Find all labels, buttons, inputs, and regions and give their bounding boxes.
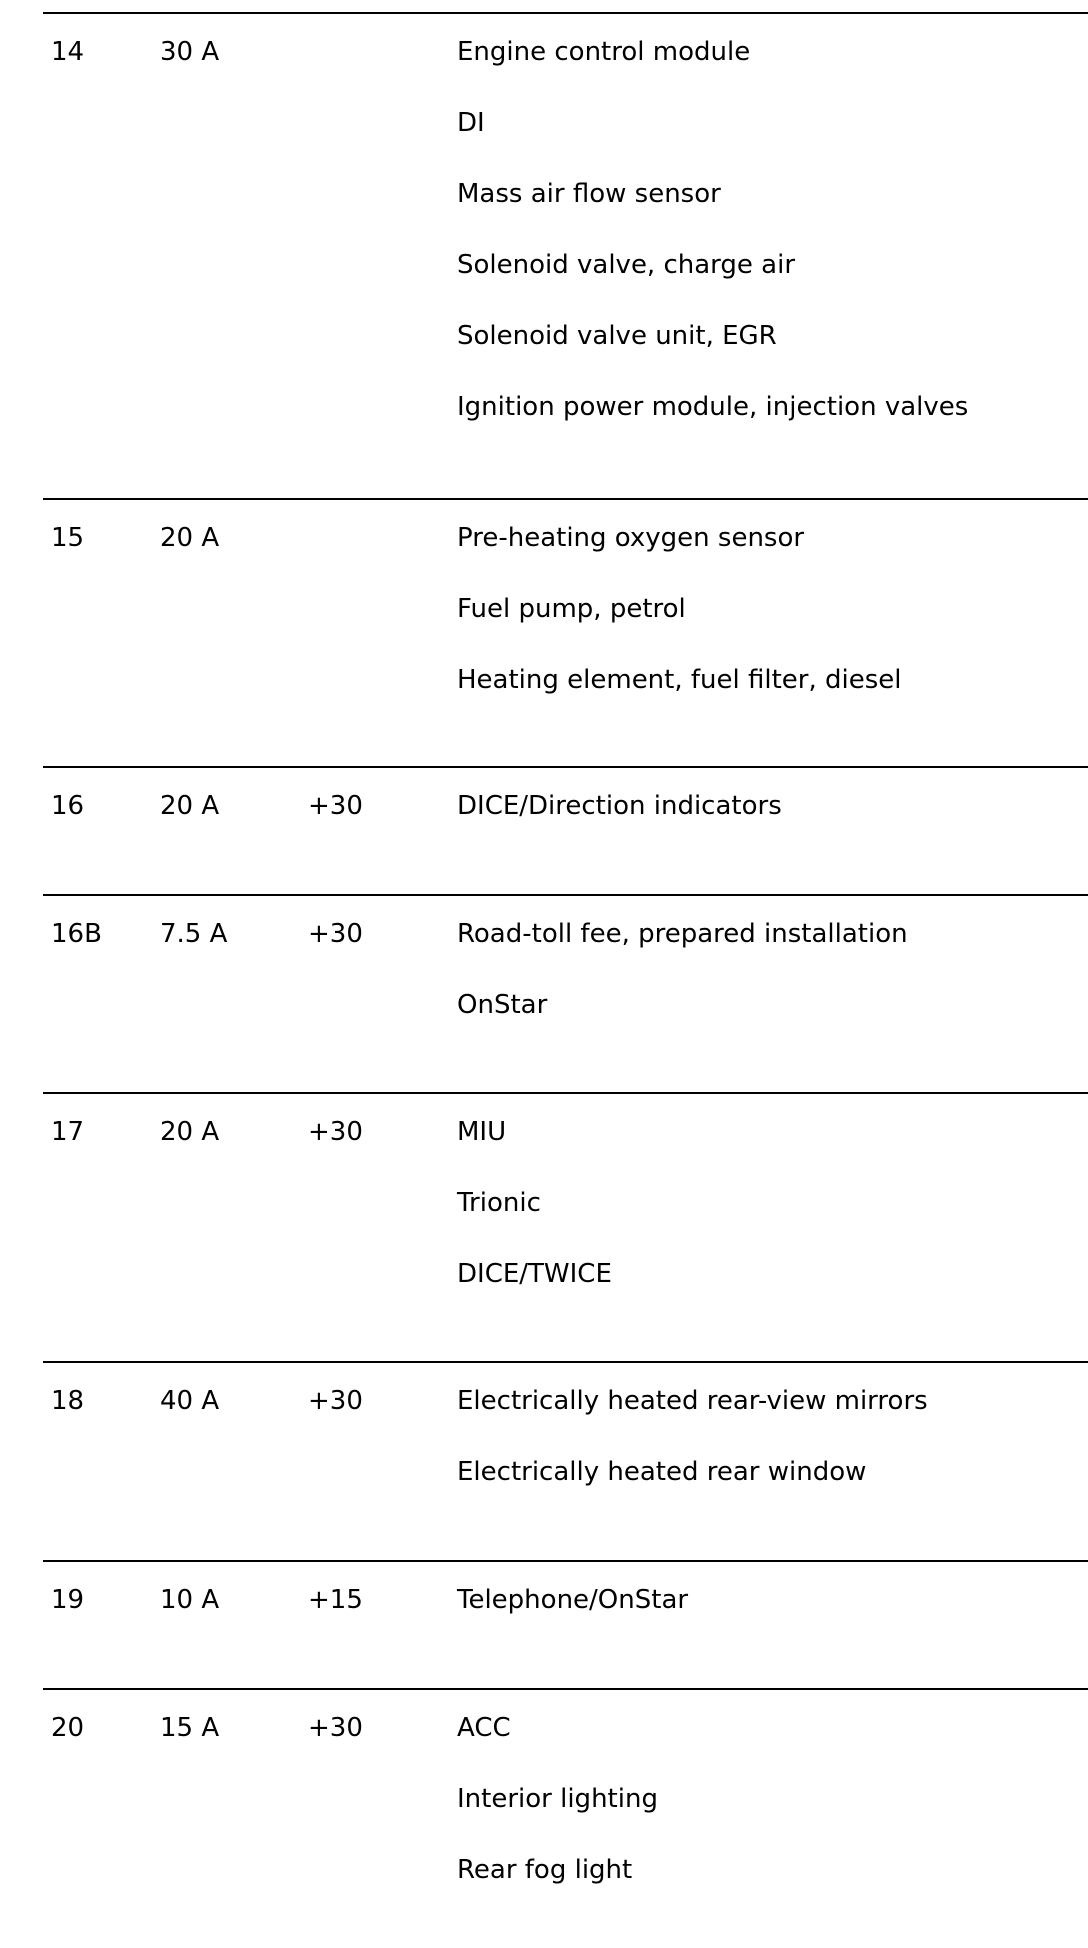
fuse-amperage: 20 A	[160, 1117, 220, 1147]
component-item: Telephone/OnStar	[457, 1585, 689, 1615]
component-item: Road-toll fee, prepared installation	[457, 919, 908, 949]
component-list	[457, 1582, 688, 1618]
fuse-voltage: +30	[308, 1117, 363, 1147]
fuse-amperage: 30 A	[160, 37, 220, 67]
component-item: Solenoid valve unit, EGR	[457, 321, 777, 351]
component-item: Fuel pump, petrol	[457, 594, 686, 624]
fuse-amperage: 20 A	[160, 791, 220, 821]
component-list	[457, 34, 968, 425]
fuse-voltage: +30	[308, 1386, 363, 1416]
component-item: DI	[457, 108, 485, 138]
table-row	[43, 12, 1088, 498]
component-item: ACC	[457, 1713, 511, 1743]
component-item: MIU	[457, 1117, 507, 1147]
component-item: Rear fog light	[457, 1855, 633, 1885]
component-item: OnStar	[457, 990, 548, 1020]
fuse-number: 20	[51, 1713, 85, 1743]
component-item: Engine control module	[457, 37, 751, 67]
fuse-voltage: +15	[308, 1585, 363, 1615]
table-row	[43, 1688, 1088, 1948]
fuse-number: 16B	[51, 919, 102, 949]
fuse-voltage: +30	[308, 791, 363, 821]
table-row	[43, 1092, 1088, 1361]
table-row	[43, 766, 1088, 894]
component-item: Electrically heated rear-view mirrors	[457, 1386, 928, 1416]
component-item: Electrically heated rear window	[457, 1457, 867, 1487]
component-list	[457, 1710, 658, 1888]
component-list	[457, 916, 908, 1023]
component-item: Ignition power module, injection valves	[457, 392, 969, 422]
fuse-voltage: +30	[308, 919, 363, 949]
component-item: Trionic	[457, 1188, 541, 1218]
component-item: DICE/Direction indicators	[457, 791, 782, 821]
fuse-amperage: 10 A	[160, 1585, 220, 1615]
fuse-table	[43, 12, 1088, 1948]
fuse-number: 15	[51, 523, 85, 553]
table-row	[43, 1560, 1088, 1688]
component-item: DICE/TWICE	[457, 1259, 612, 1289]
fuse-number: 17	[51, 1117, 85, 1147]
component-item: Interior lighting	[457, 1784, 658, 1814]
fuse-voltage: +30	[308, 1713, 363, 1743]
fuse-number: 18	[51, 1386, 85, 1416]
component-item: Mass air flow sensor	[457, 179, 721, 209]
table-row	[43, 498, 1088, 766]
table-row	[43, 1361, 1088, 1560]
component-item: Solenoid valve, charge air	[457, 250, 796, 280]
component-list	[457, 788, 782, 824]
table-row	[43, 894, 1088, 1092]
component-list	[457, 1114, 612, 1292]
fuse-number: 16	[51, 791, 85, 821]
component-list	[457, 520, 902, 698]
fuse-number: 14	[51, 37, 85, 67]
component-item: Pre-heating oxygen sensor	[457, 523, 805, 553]
fuse-amperage: 7.5 A	[160, 919, 228, 949]
fuse-amperage: 40 A	[160, 1386, 220, 1416]
component-item: Heating element, fuel filter, diesel	[457, 665, 902, 695]
fuse-amperage: 20 A	[160, 523, 220, 553]
fuse-amperage: 15 A	[160, 1713, 220, 1743]
component-list	[457, 1383, 928, 1490]
fuse-number: 19	[51, 1585, 85, 1615]
